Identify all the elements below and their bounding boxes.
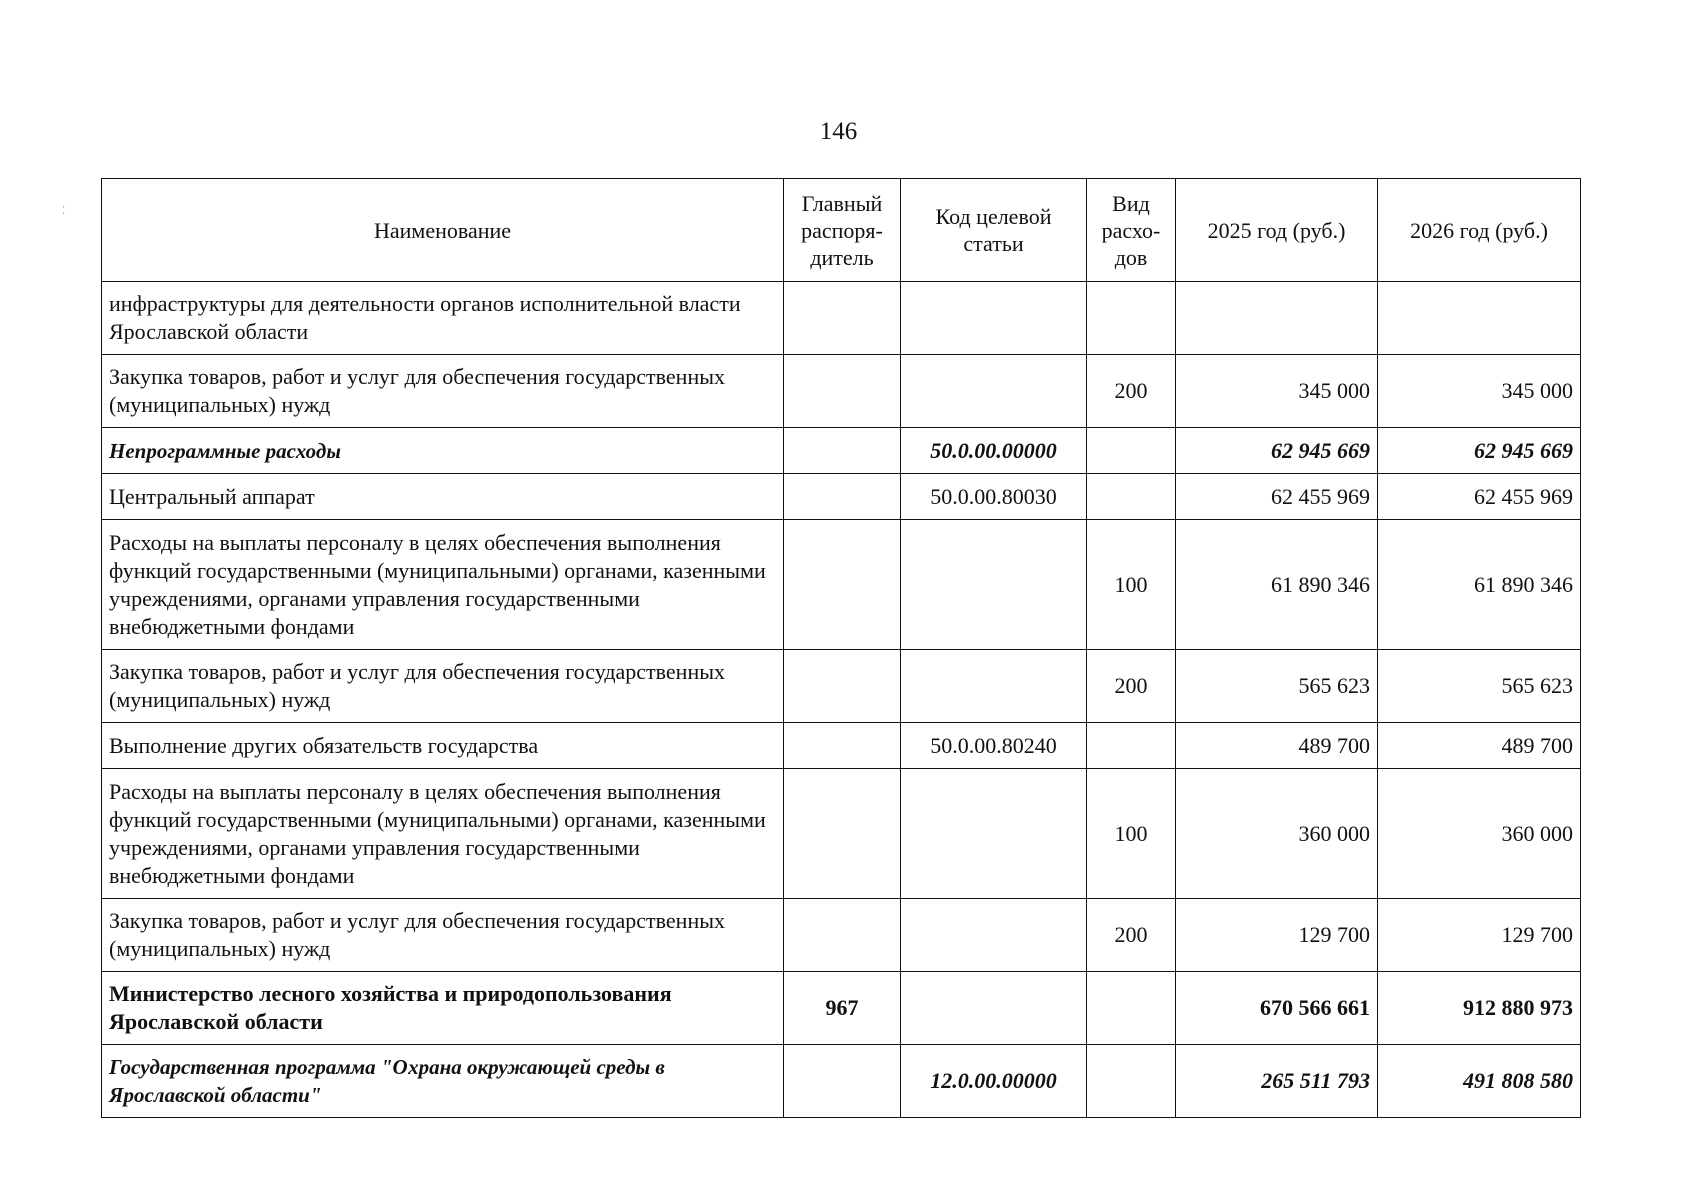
row-name-cell: Расходы на выплаты персоналу в целях обеспечения выполнения функций государственными (муниципальными) органами, казенными учреждениями, органами управления государственными внебюджетными фондами [102,520,784,650]
row-code-cell: 50.0.00.80030 [901,474,1087,520]
row-2025-cell [1176,282,1378,355]
row-2026-cell: 491 808 580 [1378,1045,1581,1118]
row-manager-cell [784,474,901,520]
row-2025-cell: 565 623 [1176,650,1378,723]
header-2025: 2025 год (руб.) [1176,179,1378,282]
row-kind-cell [1087,428,1176,474]
row-code-cell [901,355,1087,428]
row-manager-cell [784,899,901,972]
header-kind: Вид расхо-дов [1087,179,1176,282]
row-name-cell: Выполнение других обязательств государства [102,723,784,769]
row-code-cell [901,972,1087,1045]
row-2026-cell: 360 000 [1378,769,1581,899]
row-2025-cell: 129 700 [1176,899,1378,972]
row-2026-cell: 62 455 969 [1378,474,1581,520]
row-kind-cell: 200 [1087,650,1176,723]
row-kind-cell [1087,723,1176,769]
row-code-cell [901,769,1087,899]
row-2025-cell: 670 566 661 [1176,972,1378,1045]
row-2025-cell: 489 700 [1176,723,1378,769]
row-kind-cell: 100 [1087,520,1176,650]
table-body [102,282,1581,1118]
table-row [102,1045,1581,1118]
row-name-cell: Центральный аппарат [102,474,784,520]
row-manager-cell [784,428,901,474]
table-header-row [102,179,1581,282]
row-name-cell: Непрограммные расходы [102,428,784,474]
table-row [102,650,1581,723]
header-name: Наименование [102,179,784,282]
row-name-cell: Закупка товаров, работ и услуг для обеспечения государственных (муниципальных) нужд [102,650,784,723]
row-2026-cell: 912 880 973 [1378,972,1581,1045]
row-name-cell: Государственная программа "Охрана окружающей среды в Ярославской области" [102,1045,784,1118]
row-kind-cell: 100 [1087,769,1176,899]
row-2025-cell: 62 455 969 [1176,474,1378,520]
row-2026-cell [1378,282,1581,355]
row-name-cell: Министерство лесного хозяйства и природопользования Ярославской области [102,972,784,1045]
row-manager-cell [784,1045,901,1118]
row-manager-cell [784,520,901,650]
row-2026-cell: 565 623 [1378,650,1581,723]
row-2026-cell: 489 700 [1378,723,1581,769]
row-2026-cell: 129 700 [1378,899,1581,972]
header-code: Код целевой статьи [901,179,1087,282]
row-code-cell [901,282,1087,355]
row-2026-cell: 61 890 346 [1378,520,1581,650]
row-2026-cell: 345 000 [1378,355,1581,428]
table-row [102,899,1581,972]
table-row [102,723,1581,769]
row-kind-cell [1087,1045,1176,1118]
table-row [102,520,1581,650]
row-code-cell [901,899,1087,972]
row-manager-cell [784,650,901,723]
row-name-cell: инфраструктуры для деятельности органов исполнительной власти Ярославской области [102,282,784,355]
row-kind-cell [1087,972,1176,1045]
row-2025-cell: 61 890 346 [1176,520,1378,650]
table-row [102,355,1581,428]
header-2026: 2026 год (руб.) [1378,179,1581,282]
row-manager-cell [784,282,901,355]
row-2025-cell: 345 000 [1176,355,1378,428]
page-number: 146 [819,118,858,145]
row-manager-cell: 967 [784,972,901,1045]
row-2025-cell: 62 945 669 [1176,428,1378,474]
row-name-cell: Расходы на выплаты персоналу в целях обеспечения выполнения функций государственными (муниципальными) органами, казенными учреждениями, органами управления государственными внебюджетными фондами [102,769,784,899]
row-code-cell: 12.0.00.00000 [901,1045,1087,1118]
budget-table [101,178,1581,1118]
row-2026-cell: 62 945 669 [1378,428,1581,474]
row-2025-cell: 360 000 [1176,769,1378,899]
row-kind-cell [1087,282,1176,355]
row-2025-cell: 265 511 793 [1176,1045,1378,1118]
table-row [102,282,1581,355]
row-code-cell [901,520,1087,650]
row-kind-cell: 200 [1087,355,1176,428]
header-manager: Главный распоря-дитель [784,179,901,282]
row-kind-cell [1087,474,1176,520]
table-row [102,769,1581,899]
row-code-cell: 50.0.00.80240 [901,723,1087,769]
row-name-cell: Закупка товаров, работ и услуг для обеспечения государственных (муниципальных) нужд [102,899,784,972]
row-code-cell: 50.0.00.00000 [901,428,1087,474]
table-row [102,474,1581,520]
row-kind-cell: 200 [1087,899,1176,972]
row-manager-cell [784,723,901,769]
table-row [102,972,1581,1045]
margin-mark: · · [57,204,70,216]
row-code-cell [901,650,1087,723]
table-row [102,428,1581,474]
row-manager-cell [784,769,901,899]
row-name-cell: Закупка товаров, работ и услуг для обеспечения государственных (муниципальных) нужд [102,355,784,428]
row-manager-cell [784,355,901,428]
